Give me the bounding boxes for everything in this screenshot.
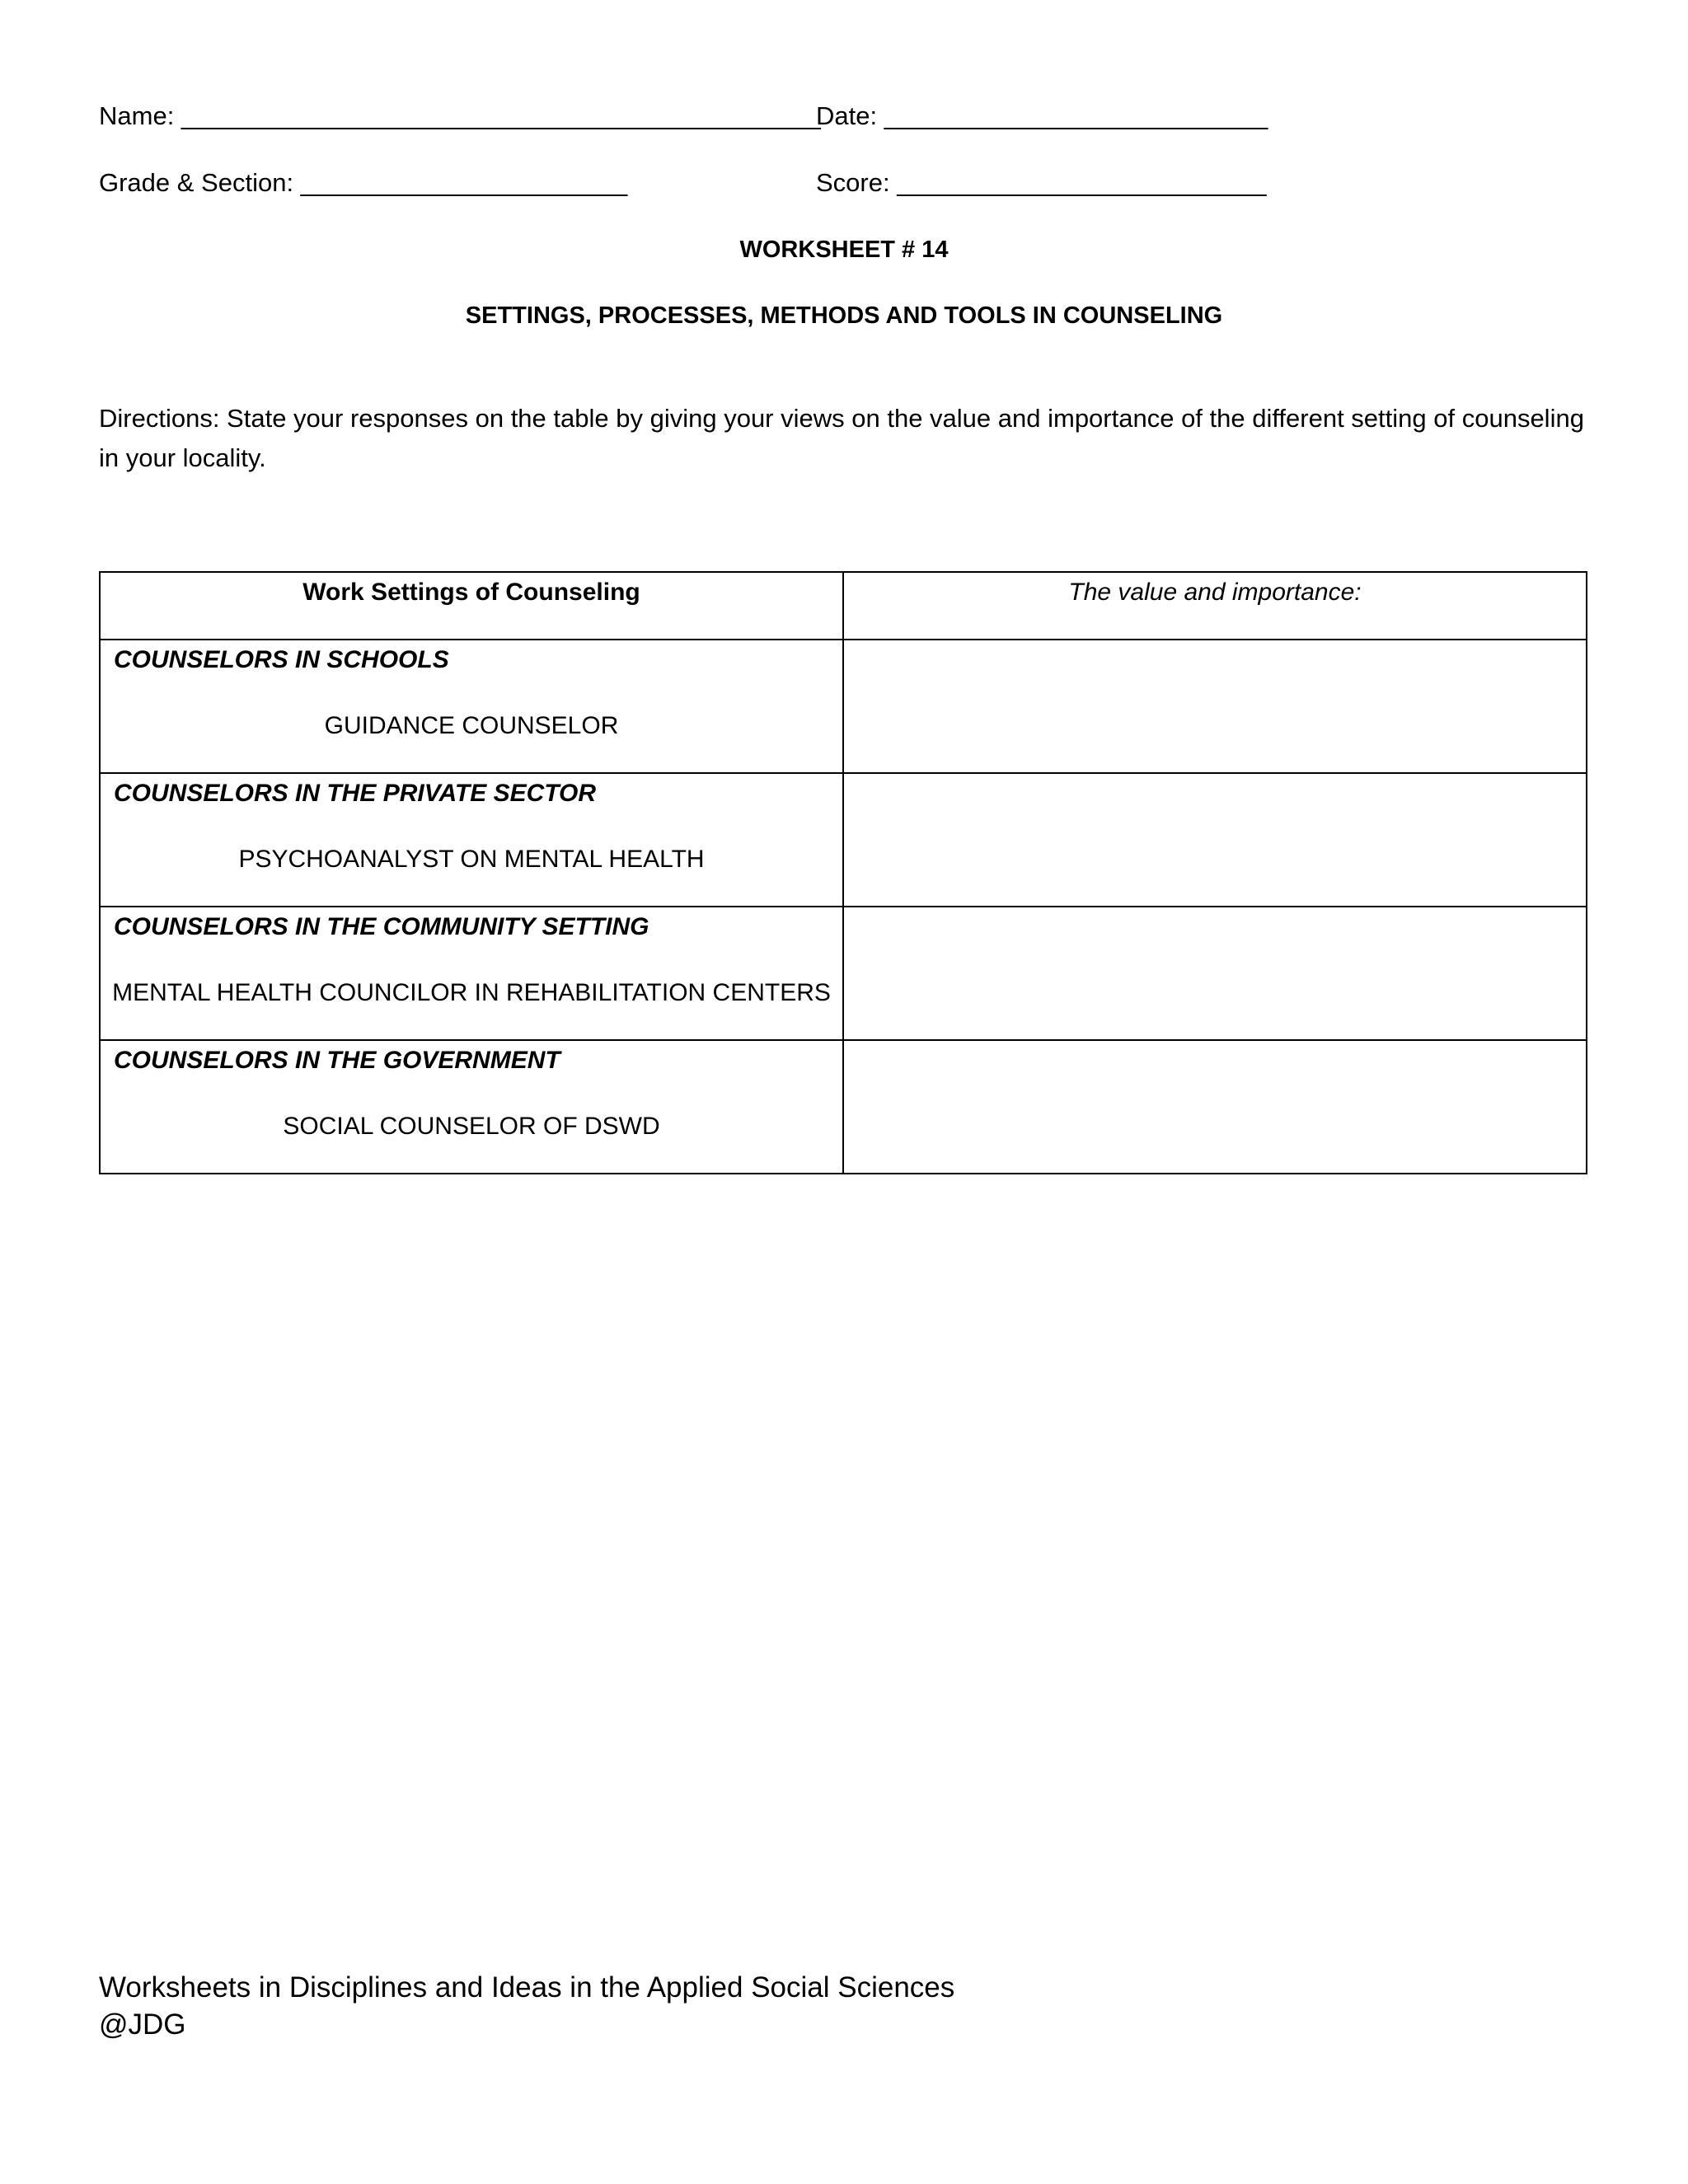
setting-category: COUNSELORS IN SCHOOLS [114,646,449,673]
setting-cell [100,773,843,907]
table-header-settings [100,572,843,640]
directions-text: Directions: State your responses on the table by giving your views on the value and importance of the different setting of counseling in your locality. [99,404,1584,472]
setting-role: GUIDANCE COUNSELOR [324,712,619,739]
header-settings-label: Work Settings of Counseling [302,579,640,606]
worksheet-number: WORKSHEET # 14 [739,237,949,263]
setting-cell [100,640,843,773]
setting-cell [100,1040,843,1174]
header-value-label: The value and importance: [1068,579,1362,606]
name-field[interactable]: Name: _____________________________________________ [99,101,821,130]
response-cell[interactable] [843,640,1587,773]
counseling-settings-table [99,571,1587,1174]
footer-title: Worksheets in Disciplines and Ideas in the Applied Social Sciences [99,1971,955,2004]
setting-category: COUNSELORS IN THE PRIVATE SECTOR [114,780,597,807]
setting-category: COUNSELORS IN THE COMMUNITY SETTING [114,913,649,940]
response-cell[interactable] [843,1040,1587,1174]
table-header-value [843,572,1587,640]
table-header-row [100,572,1587,640]
score-field[interactable]: Score: __________________________ [816,168,1267,197]
response-cell[interactable] [843,773,1587,907]
setting-role: SOCIAL COUNSELOR OF DSWD [283,1113,660,1140]
setting-role: MENTAL HEALTH COUNCILOR IN REHABILITATION CENTERS [112,979,831,1006]
setting-role: PSYCHOANALYST ON MENTAL HEALTH [238,846,705,873]
response-cell[interactable] [843,907,1587,1040]
worksheet-title: SETTINGS, PROCESSES, METHODS AND TOOLS IN COUNSELING [465,302,1223,329]
date-field[interactable]: Date: ___________________________ [816,101,1268,130]
grade-section-field[interactable]: Grade & Section: _______________________ [99,168,628,197]
table-row [100,907,1587,1040]
setting-cell [100,907,843,1040]
table-row [100,773,1587,907]
table-row [100,640,1587,773]
footer-author: @JDG [99,2008,186,2041]
table-row [100,1040,1587,1174]
setting-category: COUNSELORS IN THE GOVERNMENT [114,1047,560,1074]
